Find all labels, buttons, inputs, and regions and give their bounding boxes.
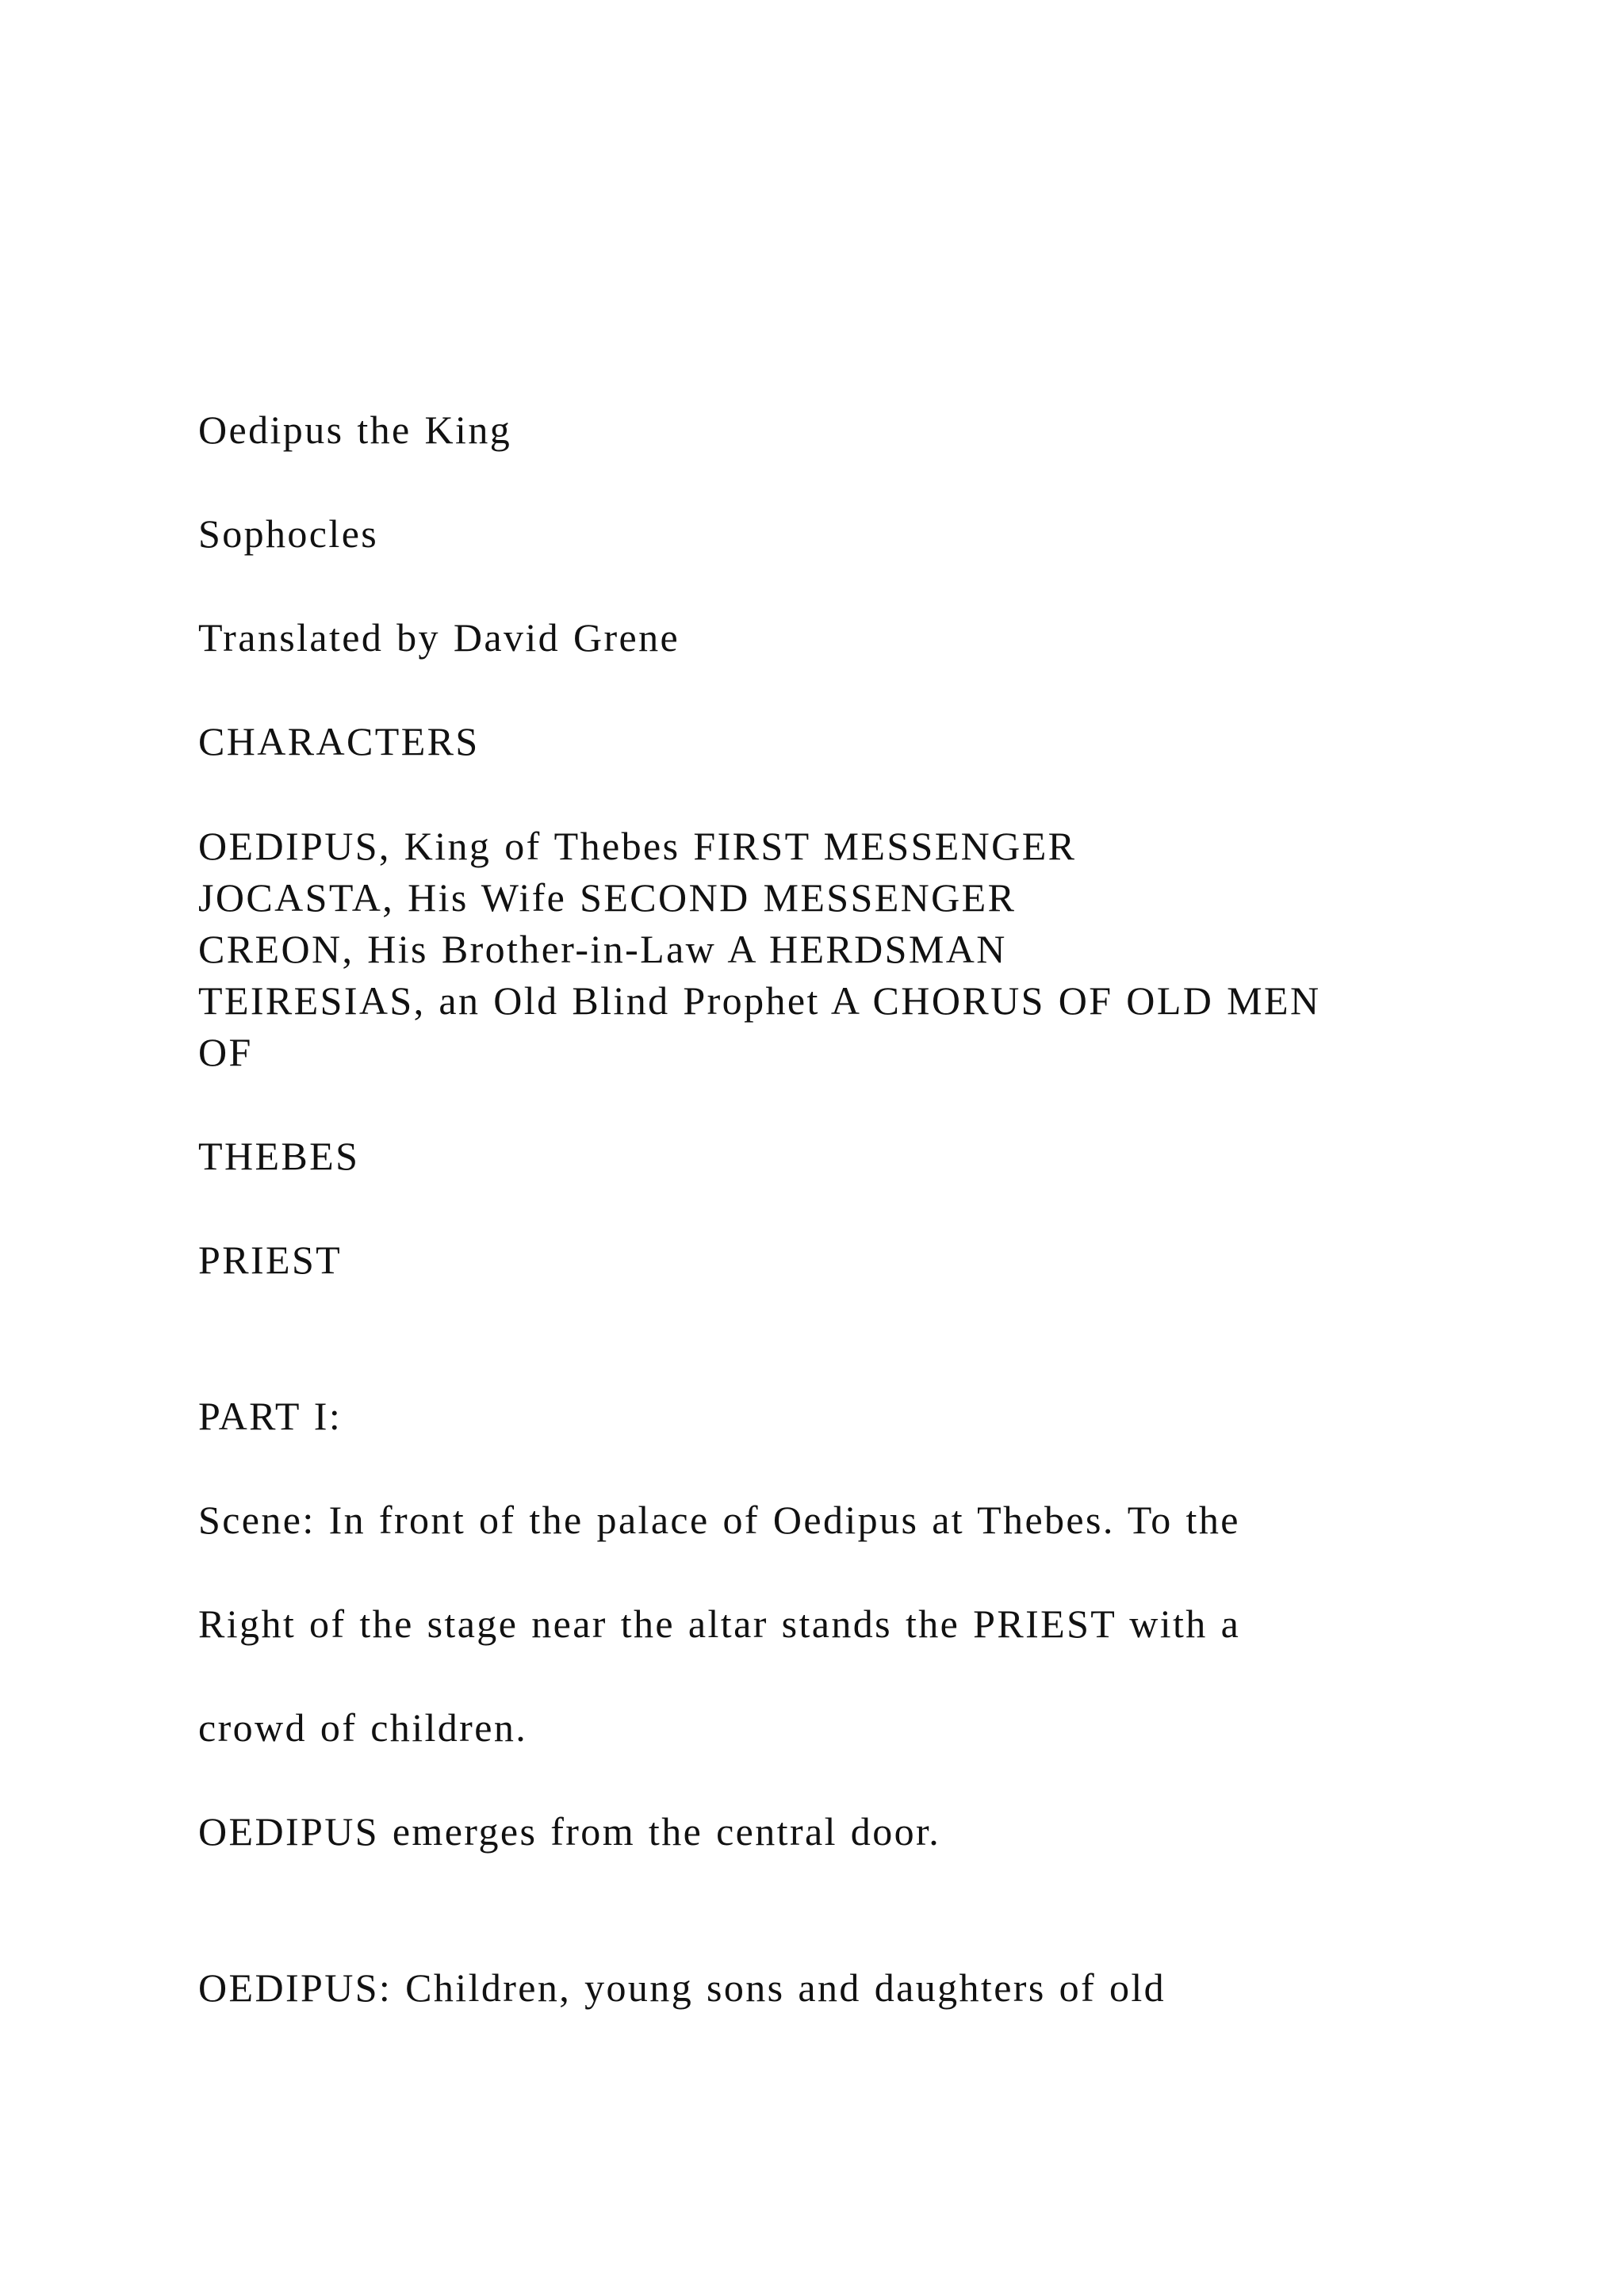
part-heading: PART I: <box>198 1394 343 1438</box>
thebes-line: THEBES <box>198 1134 360 1178</box>
speech-line: OEDIPUS: Children, young sons and daughters of old <box>198 1965 1166 2010</box>
scene-line: Scene: In front of the palace of Oedipus at Thebes. To the <box>198 1498 1240 1542</box>
character-line: TEIRESIAS, an Old Blind Prophet A CHORUS OF OLD MEN <box>198 978 1321 1023</box>
scene-line: Right of the stage near the altar stands the PRIEST with a <box>198 1601 1241 1646</box>
priest-line: PRIEST <box>198 1238 343 1282</box>
characters-heading: CHARACTERS <box>198 719 480 763</box>
character-line: OF <box>198 1030 253 1074</box>
translator-line: Translated by David Grene <box>198 615 680 660</box>
stage-direction: OEDIPUS emerges from the central door. <box>198 1809 941 1854</box>
play-title: Oedipus the King <box>198 408 512 452</box>
character-line: JOCASTA, His Wife SECOND MESSENGER <box>198 875 1017 920</box>
author-name: Sophocles <box>198 511 379 556</box>
scene-line: crowd of children. <box>198 1705 528 1750</box>
character-line: OEDIPUS, King of Thebes FIRST MESSENGER <box>198 824 1077 868</box>
character-line: CREON, His Brother-in-Law A HERDSMAN <box>198 927 1007 971</box>
